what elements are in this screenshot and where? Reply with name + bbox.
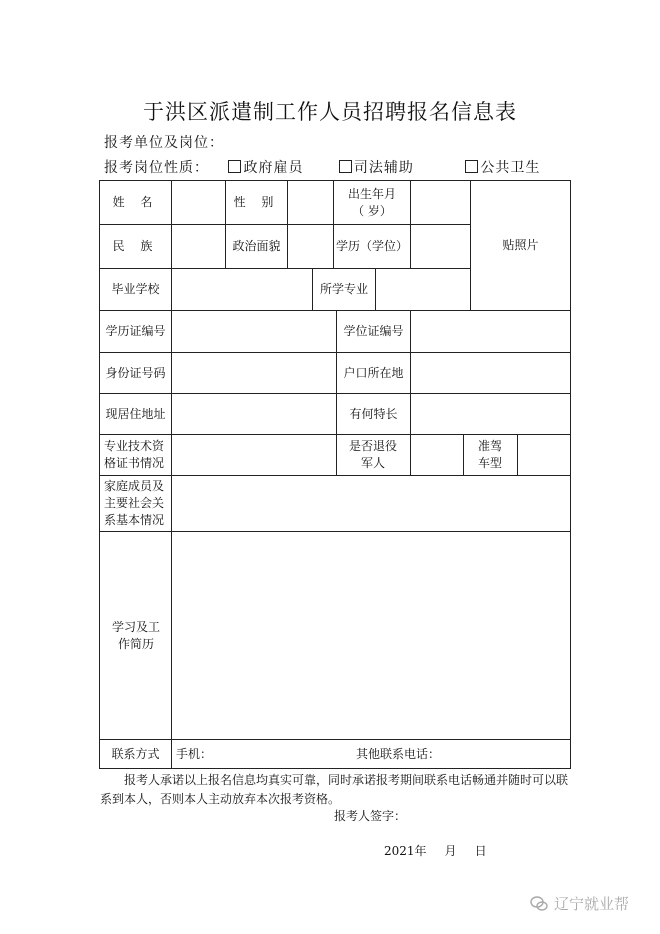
label-political: 政治面貌 [232, 239, 281, 253]
label-contact: 联系方式 [111, 746, 160, 761]
input-tech-qual[interactable] [172, 435, 336, 475]
input-family[interactable] [172, 476, 570, 531]
date-year: 2021年 [384, 844, 427, 858]
option-public-health[interactable]: 公共卫生 [465, 160, 540, 176]
label-tech-qual: 专业技术资格证书情况 [104, 439, 165, 470]
watermark [530, 893, 629, 914]
input-gender[interactable] [288, 181, 333, 224]
wechat-icon [530, 896, 548, 912]
label-education: 学历（学位） [335, 239, 408, 253]
label-address: 现居住地址 [105, 406, 166, 421]
input-education[interactable] [411, 225, 470, 268]
photo-area[interactable]: 贴照片 [502, 238, 539, 252]
label-birth [334, 181, 410, 224]
input-birth[interactable] [411, 181, 470, 224]
input-school[interactable] [172, 269, 312, 310]
label-license: 准驾车型 [477, 439, 502, 470]
pledge-text: 报考人承诺以上报名信息均真实可靠，同时承诺报考期间联系电话畅通并随时可以联系到本人，否则本人主动放弃本次报考资格。 [100, 773, 569, 806]
input-ethnicity[interactable] [172, 225, 225, 268]
date-day: 日 [474, 844, 487, 858]
input-major[interactable] [376, 269, 470, 310]
label-name: 姓 名 [112, 195, 159, 209]
option-judicial-assistant[interactable]: 司法辅助 [339, 160, 414, 176]
label-birth-date: 出生年月 [347, 186, 396, 201]
input-hukou[interactable] [411, 353, 570, 393]
position-nature-label: 报考岗位性质： [104, 160, 209, 176]
label-edu-cert: 学历证编号 [105, 324, 166, 338]
input-address[interactable] [172, 394, 336, 434]
input-name[interactable] [172, 181, 225, 224]
date-month: 月 [444, 844, 457, 858]
watermark-text: 辽宁就业帮 [554, 895, 630, 913]
label-veteran: 是否退役军人 [348, 439, 397, 470]
signature-label: 报考人签字： [334, 809, 407, 823]
date-line [384, 842, 505, 859]
label-hukou: 户口所在地 [343, 365, 404, 380]
input-degree-cert[interactable] [411, 311, 570, 352]
form-title: 于洪区派遣制工作人员招聘报名信息表 [143, 100, 517, 124]
label-other-phone[interactable]: 其他联系电话： [356, 746, 441, 761]
label-id-number: 身份证号码 [105, 365, 166, 380]
label-resume: 学习及工作简历 [111, 619, 160, 651]
label-school: 毕业学校 [111, 282, 160, 296]
input-specialty[interactable] [411, 394, 570, 434]
label-age: （ 岁） [352, 203, 392, 218]
label-family: 家庭成员及主要社会关系基本情况 [104, 479, 165, 527]
option-government-employee[interactable]: 政府雇员 [228, 160, 303, 176]
label-mobile[interactable]: 手机： [176, 746, 213, 761]
table-line [463, 434, 464, 475]
input-resume[interactable] [172, 532, 570, 739]
table-line [570, 180, 571, 769]
label-ethnicity: 民 族 [112, 239, 159, 253]
table-line [99, 768, 571, 769]
input-id-number[interactable] [172, 353, 336, 393]
label-specialty: 有何特长 [349, 406, 398, 421]
label-major: 所学专业 [319, 282, 368, 296]
apply-unit-label: 报考单位及岗位： [104, 135, 224, 151]
input-edu-cert[interactable] [172, 311, 336, 352]
input-veteran[interactable] [411, 435, 463, 475]
input-political[interactable] [288, 225, 333, 268]
input-license[interactable] [518, 435, 570, 475]
label-degree-cert: 学位证编号 [343, 324, 404, 338]
label-gender: 性 别 [233, 195, 280, 209]
